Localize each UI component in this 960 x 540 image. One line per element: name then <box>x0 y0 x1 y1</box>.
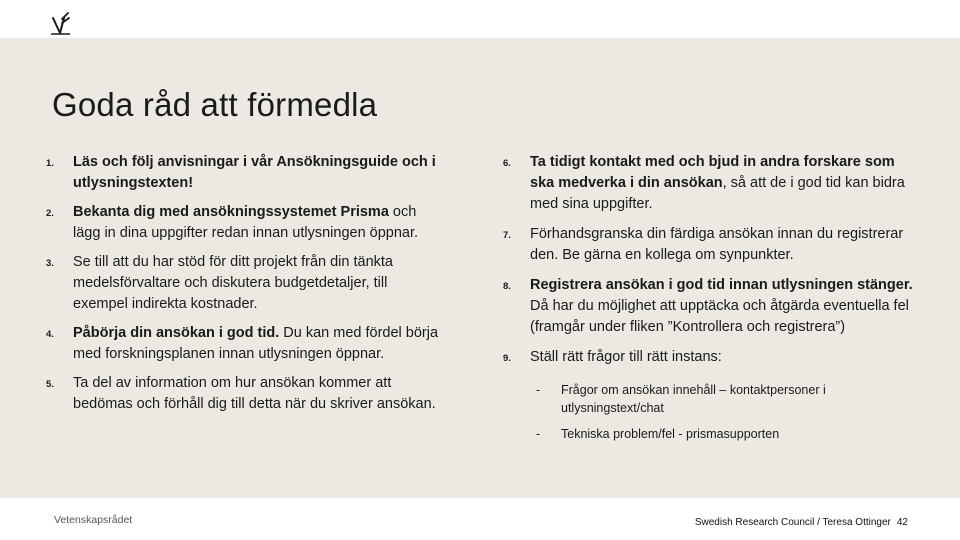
item-text: Du kan med fördel börja med forskningsplanen innan utlysningen öppnar. <box>73 325 439 362</box>
item-bold-text: Bekanta dig med ansökningssystemet Prisma <box>73 204 389 220</box>
item-text: Då har du möjlighet att upptäcka och åtgärda eventuella fel (framgår under fliken ”Kontrollera och registrera”) <box>530 298 909 335</box>
item-text: Se till att du har stöd för ditt projekt från din tänkta medelsförvaltare och diskutera budgetdetaljer, till exempel indirekta kostnader. <box>73 254 393 312</box>
list-item <box>503 275 913 338</box>
item-text: Förhandsgranska din färdiga ansökan innan du registrerar den. Be gärna en kollega om synpunkter. <box>530 226 904 263</box>
page-number: 42 <box>896 517 908 528</box>
list-item <box>46 252 446 315</box>
item-bold-text: Registrera ansökan i god tid innan utlysningen stänger. <box>530 277 913 293</box>
item-text: Ställ rätt frågor till rätt instans: <box>530 349 722 365</box>
item-bold-text: Läs och följ anvisningar i vår Ansökningsguide och i utlysningstexten! <box>73 154 436 191</box>
item-number: 1. <box>46 158 54 169</box>
footer-credit-text: Swedish Research Council / Teresa Ottinger <box>694 517 891 528</box>
footer-org-name: Vetenskapsrådet <box>54 514 133 526</box>
list-item <box>46 373 446 415</box>
sub-item-text: Frågor om ansökan innehåll – kontaktpersoner i utlysningstext/chat <box>561 383 826 415</box>
item-number: 6. <box>503 158 511 169</box>
dash-bullet: - <box>536 383 541 397</box>
item-bold-text: Påbörja din ansökan i god tid. <box>73 325 280 341</box>
list-item <box>503 347 913 369</box>
item-text: och lägg in dina uppgifter redan innan utlysningen öppnar. <box>73 204 419 241</box>
list-item <box>46 152 446 194</box>
left-column <box>46 152 446 415</box>
sub-list-item <box>536 381 913 417</box>
list-item <box>503 224 913 266</box>
item-bold-text: Ta tidigt kontakt med och bjud in andra forskare som ska medverka i din ansökan <box>530 154 895 191</box>
item-number: 5. <box>46 379 54 390</box>
list-item <box>46 323 446 365</box>
item-number: 2. <box>46 208 54 219</box>
item-number: 9. <box>503 353 511 364</box>
item-text: , så att de i god tid kan bidra med sina uppgifter. <box>530 175 905 212</box>
item-number: 8. <box>503 281 511 292</box>
dash-bullet: - <box>536 427 541 441</box>
vetenskapsradet-logo-icon <box>50 10 72 36</box>
item-text: Ta del av information om hur ansökan kommer att bedömas och förhåll dig till detta när du skriver ansökan. <box>73 375 436 412</box>
list-item <box>503 152 913 215</box>
sub-list-item <box>536 425 913 443</box>
list-item <box>46 202 446 244</box>
footer-credit <box>695 517 908 528</box>
page-title: Goda råd att förmedla <box>52 86 378 123</box>
sub-item-text: Tekniska problem/fel - prismasupporten <box>561 427 780 441</box>
item-number: 7. <box>503 230 511 241</box>
item-number: 4. <box>46 329 54 340</box>
right-column <box>503 152 913 443</box>
item-number: 3. <box>46 258 54 269</box>
